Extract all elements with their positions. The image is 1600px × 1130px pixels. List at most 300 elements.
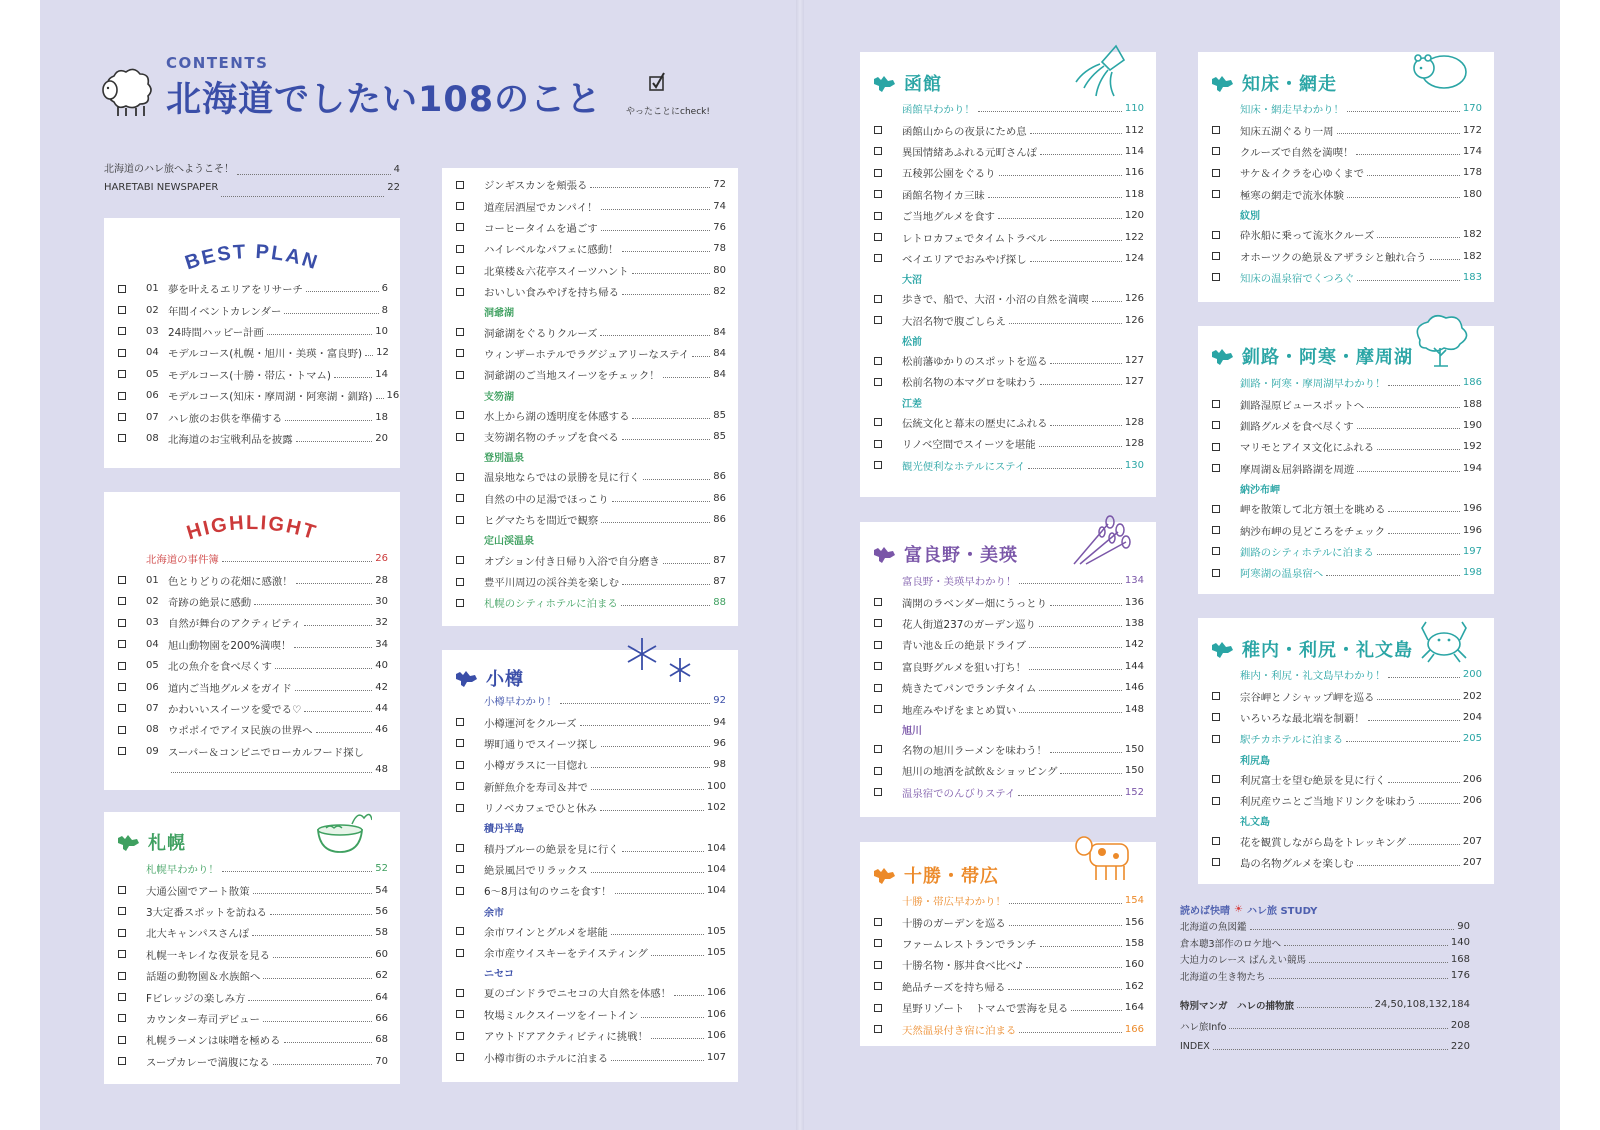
- entry-title: 絶品チーズを持ち帰る: [902, 981, 1006, 994]
- entry-checkbox[interactable]: [874, 641, 882, 649]
- entry-title: 小樽ガラスに一目惚れ: [484, 760, 588, 773]
- entry-checkbox[interactable]: [118, 993, 126, 1001]
- entry-checkbox[interactable]: [118, 285, 126, 293]
- entry-checkbox[interactable]: [456, 1053, 464, 1061]
- subsection-heading: [872, 269, 1144, 288]
- entry-title: 北海道の事件簿: [146, 554, 219, 567]
- entry-checkbox[interactable]: [456, 266, 464, 274]
- entry-title: 牧場ミルクスイーツをイートイン: [484, 1009, 639, 1022]
- section-title: 稚内・利尻・礼文島: [1242, 640, 1413, 661]
- toc-row: [454, 859, 726, 880]
- entry-checkbox[interactable]: [874, 788, 882, 796]
- entry-page: 126: [1124, 293, 1144, 305]
- entry-checkbox[interactable]: [874, 918, 882, 926]
- entry-checkbox[interactable]: [456, 865, 464, 873]
- entry-checkbox[interactable]: [118, 683, 126, 691]
- entry-checkbox[interactable]: [874, 705, 882, 713]
- toc-row: [116, 655, 388, 676]
- entry-checkbox[interactable]: [874, 662, 882, 670]
- entry-title: 江差: [902, 398, 922, 410]
- hokkaido-map-icon: [872, 544, 896, 564]
- entry-checkbox[interactable]: [1212, 190, 1220, 198]
- entry-checkbox[interactable]: [1212, 147, 1220, 155]
- entry-number: 05: [146, 368, 159, 380]
- entry-checkbox[interactable]: [874, 418, 882, 426]
- entry-page: 127: [1124, 376, 1144, 388]
- leader-dots: [1357, 471, 1460, 472]
- toc-row: [872, 162, 1144, 183]
- entry-page: 128: [1124, 438, 1144, 450]
- toc-row: [872, 634, 1144, 655]
- entry-checkbox[interactable]: [118, 370, 126, 378]
- leader-dots: [273, 1064, 373, 1065]
- leader-dots: [1030, 133, 1122, 134]
- toc-row: [116, 901, 388, 922]
- entry-title: 島の名物グルメを楽しむ: [1240, 857, 1354, 870]
- entry-checkbox[interactable]: [1212, 505, 1220, 513]
- leader-dots: [611, 1060, 704, 1061]
- entry-checkbox[interactable]: [456, 181, 464, 189]
- toc-row: [454, 321, 726, 342]
- leader-dots: [622, 584, 710, 585]
- entry-page: 40: [375, 660, 388, 672]
- entry-checkbox[interactable]: [874, 961, 882, 969]
- entry-checkbox[interactable]: [1212, 735, 1220, 743]
- toc-row: [872, 933, 1144, 954]
- leader-dots: [270, 914, 372, 915]
- toc-row: [872, 205, 1144, 226]
- toc-row: [116, 569, 388, 590]
- entry-checkbox[interactable]: [874, 190, 882, 198]
- entry-checkbox[interactable]: [118, 662, 126, 670]
- entry-title: いろいろな最北端を制覇！: [1240, 712, 1365, 725]
- entry-checkbox[interactable]: [456, 202, 464, 210]
- entry-checkbox[interactable]: [1212, 837, 1220, 845]
- toc-row: [872, 954, 1144, 975]
- entry-title: 納沙布岬の見どころをチェック: [1240, 525, 1386, 538]
- entry-checkbox[interactable]: [874, 1025, 882, 1033]
- subsection-heading: [872, 331, 1144, 350]
- entry-page: 34: [375, 638, 388, 650]
- entry-page: 142: [1124, 639, 1144, 651]
- entry-number: 01: [146, 574, 159, 586]
- entry-checkbox[interactable]: [456, 371, 464, 379]
- entry-checkbox[interactable]: [456, 1032, 464, 1040]
- entry-page: 58: [375, 927, 388, 939]
- entry-page: 62: [375, 970, 388, 982]
- entry-checkbox[interactable]: [1212, 443, 1220, 451]
- toc-row: [1210, 830, 1482, 851]
- toc-row: [116, 922, 388, 943]
- entry-checkbox[interactable]: [1212, 126, 1220, 134]
- entry-checkbox[interactable]: [118, 747, 126, 755]
- toc-row: [872, 141, 1144, 162]
- toc-row: [116, 986, 388, 1007]
- entry-checkbox[interactable]: [874, 982, 882, 990]
- entry-checkbox[interactable]: [118, 1036, 126, 1044]
- entry-checkbox[interactable]: [456, 473, 464, 481]
- entry-checkbox[interactable]: [118, 327, 126, 335]
- entry-checkbox[interactable]: [118, 392, 126, 400]
- entry-title: アウトドアアクティビティに挑戦！: [484, 1031, 648, 1044]
- toc-row: [454, 797, 726, 818]
- leader-dots: [1050, 605, 1122, 606]
- entry-checkbox[interactable]: [874, 461, 882, 469]
- entry-checkbox[interactable]: [874, 767, 882, 775]
- entry-title: 自然の中の足湯でほっこり: [484, 493, 609, 506]
- leader-dots: [1368, 720, 1460, 721]
- toc-row: [454, 260, 726, 281]
- leader-dots: [621, 605, 711, 606]
- leader-dots: [253, 893, 373, 894]
- entry-checkbox[interactable]: [456, 989, 464, 997]
- entry-checkbox[interactable]: [874, 233, 882, 241]
- entry-title: 伝統文化と幕末の歴史にふれる: [902, 417, 1048, 430]
- entry-checkbox[interactable]: [874, 684, 882, 692]
- leader-dots: [296, 441, 373, 442]
- entry-checkbox[interactable]: [1212, 692, 1220, 700]
- toc-row: [1210, 852, 1482, 873]
- entry-number: 07: [146, 411, 159, 423]
- entry-title: 大通公園でアート散策: [146, 885, 250, 898]
- entry-checkbox[interactable]: [456, 288, 464, 296]
- entry-page: 144: [1124, 660, 1144, 672]
- entry-checkbox[interactable]: [1212, 169, 1220, 177]
- toc-row: [872, 591, 1144, 612]
- leader-dots: [999, 175, 1122, 176]
- entry-checkbox[interactable]: [118, 306, 126, 314]
- toc-row: [1210, 184, 1482, 205]
- toc-row: [454, 754, 726, 775]
- entry-title: 大沼名物で腹ごしらえ: [902, 315, 1006, 328]
- entry-checkbox[interactable]: [1212, 421, 1220, 429]
- section-title: 小樽: [486, 669, 524, 690]
- toc-row: [116, 364, 388, 385]
- entry-checkbox[interactable]: [118, 726, 126, 734]
- entry-title: スープカレーで満腹になる: [146, 1056, 270, 1069]
- entry-checkbox[interactable]: [456, 349, 464, 357]
- leader-dots: [1357, 280, 1460, 281]
- back-matter-entry: [1180, 1036, 1470, 1057]
- leader-dots: [252, 935, 372, 936]
- entry-checkbox[interactable]: [456, 578, 464, 586]
- leader-dots: [1309, 962, 1448, 963]
- leader-dots: [643, 479, 711, 480]
- entry-checkbox[interactable]: [874, 212, 882, 220]
- svg-text:HIGHLIGHT: HIGHLIGHT: [184, 511, 320, 545]
- entry-checkbox[interactable]: [874, 619, 882, 627]
- entry-checkbox[interactable]: [118, 619, 126, 627]
- toc-row: [1210, 141, 1482, 162]
- toc-row: [1210, 98, 1482, 119]
- entry-page: 22: [387, 182, 400, 193]
- entry-title: 利尻富士を望む絶景を見に行く: [1240, 774, 1386, 787]
- entry-title: 旭川の地酒を試飲＆ショッピング: [902, 766, 1058, 779]
- entry-checkbox[interactable]: [1212, 858, 1220, 866]
- leader-dots: [612, 501, 711, 502]
- toc-row-continued: [116, 762, 388, 778]
- entry-page: 196: [1462, 503, 1482, 515]
- leader-dots: [1092, 301, 1122, 302]
- leader-dots: [1377, 554, 1460, 555]
- entry-title: 24時間ハッピー計画: [168, 326, 264, 339]
- entry-checkbox[interactable]: [456, 927, 464, 935]
- entry-checkbox[interactable]: [456, 328, 464, 336]
- subsection-heading: [454, 902, 726, 921]
- entry-checkbox[interactable]: [456, 844, 464, 852]
- entry-checkbox[interactable]: [456, 949, 464, 957]
- leader-dots: [1357, 428, 1460, 429]
- entry-page: 96: [713, 737, 726, 749]
- leader-dots: [1388, 782, 1459, 783]
- entry-page: 130: [1124, 459, 1144, 471]
- entry-title: 洞爺湖: [484, 308, 514, 320]
- entry-page: 182: [1462, 250, 1482, 262]
- entry-checkbox[interactable]: [118, 349, 126, 357]
- toc-row: [454, 592, 726, 613]
- toc-row: [1210, 415, 1482, 436]
- leader-dots: [663, 563, 711, 564]
- entry-page: 192: [1462, 441, 1482, 453]
- entry-title: 旭山動物園を200%満喫！: [168, 639, 292, 652]
- entry-checkbox[interactable]: [1212, 526, 1220, 534]
- entry-page: 4: [393, 164, 400, 175]
- entry-page: 42: [375, 681, 388, 693]
- entry-page: 84: [713, 326, 726, 338]
- entry-page: 220: [1450, 1041, 1470, 1052]
- entry-checkbox[interactable]: [118, 972, 126, 980]
- entry-checkbox[interactable]: [118, 907, 126, 915]
- leader-dots: [1337, 133, 1460, 134]
- entry-page: 104: [706, 885, 726, 897]
- entry-checkbox[interactable]: [456, 804, 464, 812]
- leader-dots: [304, 711, 372, 712]
- entry-title: リノベカフェでひと休み: [484, 803, 597, 816]
- leader-dots: [1029, 647, 1122, 648]
- otaru-card: [442, 650, 738, 1082]
- toc-row: [1210, 541, 1482, 562]
- toc-row: [1210, 224, 1482, 245]
- entry-title: 北の魚介を食べ尽くす: [168, 661, 272, 674]
- leader-dots: [1019, 583, 1122, 584]
- entry-checkbox[interactable]: [118, 434, 126, 442]
- entry-checkbox[interactable]: [874, 126, 882, 134]
- leader-dots: [376, 398, 384, 399]
- toc-row: [116, 698, 388, 719]
- leader-dots: [248, 1000, 372, 1001]
- toc-row: [116, 1008, 388, 1029]
- entry-checkbox[interactable]: [874, 1004, 882, 1012]
- leader-dots: [1357, 865, 1460, 866]
- entry-checkbox[interactable]: [456, 887, 464, 895]
- entry-checkbox[interactable]: [118, 1057, 126, 1065]
- lavender-icon: [1068, 512, 1132, 568]
- entry-page: 100: [706, 780, 726, 792]
- entry-checkbox[interactable]: [456, 599, 464, 607]
- toc-row: [1210, 458, 1482, 479]
- toc-row: [116, 591, 388, 612]
- leader-dots: [1030, 261, 1122, 262]
- entry-title: 水上から湖の透明度を体感する: [484, 410, 630, 423]
- leader-dots: [663, 377, 711, 378]
- entry-checkbox[interactable]: [874, 745, 882, 753]
- entry-checkbox[interactable]: [118, 640, 126, 648]
- entry-checkbox[interactable]: [118, 886, 126, 894]
- entry-title: 函館名物イカ三昧: [902, 189, 985, 202]
- entry-page: 87: [713, 554, 726, 566]
- entry-checkbox[interactable]: [118, 1014, 126, 1022]
- entry-title: 宗谷岬とノシャップ岬を巡る: [1240, 691, 1375, 704]
- entry-checkbox[interactable]: [456, 739, 464, 747]
- toc-row: [454, 776, 726, 797]
- leader-dots: [221, 196, 384, 197]
- entry-checkbox[interactable]: [456, 245, 464, 253]
- entry-checkbox[interactable]: [456, 433, 464, 441]
- entry-checkbox[interactable]: [456, 494, 464, 502]
- entry-checkbox[interactable]: [1212, 797, 1220, 805]
- contents-label: CONTENTS: [166, 54, 269, 72]
- entry-title: 名物の旭川ラーメンを味わう！: [902, 744, 1047, 757]
- leader-dots: [1040, 154, 1122, 155]
- entry-page: 84: [713, 347, 726, 359]
- toc-row: [872, 677, 1144, 698]
- entry-page: 182: [1462, 229, 1482, 241]
- entry-page: 82: [713, 286, 726, 298]
- toc-row: [872, 310, 1144, 331]
- entry-checkbox[interactable]: [874, 357, 882, 365]
- entry-checkbox[interactable]: [1212, 775, 1220, 783]
- leader-dots: [1039, 626, 1122, 627]
- entry-checkbox[interactable]: [456, 411, 464, 419]
- toc-row: [454, 238, 726, 259]
- leader-dots: [590, 187, 710, 188]
- entry-page: 207: [1462, 835, 1482, 847]
- entry-title: ご当地グルメを食す: [902, 211, 995, 224]
- entry-page: 76: [713, 221, 726, 233]
- hokkaido-map-icon: [1210, 346, 1234, 366]
- leader-dots: [1430, 259, 1460, 260]
- leader-dots: [1018, 795, 1122, 796]
- entry-checkbox[interactable]: [1212, 547, 1220, 555]
- entry-checkbox[interactable]: [118, 576, 126, 584]
- toc-row: [1210, 728, 1482, 749]
- leader-dots: [1040, 384, 1122, 385]
- toc-row: [454, 942, 726, 963]
- entry-title: 豊平川周辺の渓谷美を楽しむ: [484, 577, 620, 590]
- leader-dots: [1346, 741, 1460, 742]
- entry-title: ハレ旅のお供を準備する: [168, 412, 283, 425]
- toc-row: [872, 760, 1144, 781]
- entry-checkbox[interactable]: [874, 254, 882, 262]
- entry-title: 阿寒湖の温泉宿へ: [1240, 568, 1324, 581]
- page-title: 北海道でしたい108のこと: [166, 80, 603, 120]
- toc-row: [1210, 245, 1482, 266]
- entry-page: 56: [375, 905, 388, 917]
- entry-number: 04: [146, 638, 159, 650]
- entry-checkbox[interactable]: [874, 295, 882, 303]
- entry-checkbox[interactable]: [456, 516, 464, 524]
- entry-checkbox[interactable]: [874, 440, 882, 448]
- entry-page: 112: [1124, 124, 1144, 136]
- leader-dots: [1039, 446, 1122, 447]
- leader-dots: [1297, 1007, 1372, 1008]
- entry-page: 10: [375, 325, 388, 337]
- entry-checkbox[interactable]: [1212, 713, 1220, 721]
- entry-checkbox[interactable]: [456, 1010, 464, 1018]
- toc-row: [454, 466, 726, 487]
- entry-checkbox[interactable]: [456, 761, 464, 769]
- entry-title: Fビレッジの楽しみ方: [146, 992, 246, 1005]
- entry-page: 200: [1462, 669, 1482, 681]
- entry-title: 岬を散策して北方領土を眺める: [1240, 504, 1386, 517]
- leader-dots: [1347, 197, 1460, 198]
- entry-checkbox[interactable]: [118, 704, 126, 712]
- entry-title: 道産居酒屋でカンパイ！: [484, 201, 598, 214]
- entry-title: 十勝のガーデンを巡る: [902, 917, 1006, 930]
- entry-checkbox[interactable]: [118, 929, 126, 937]
- entry-checkbox[interactable]: [1212, 464, 1220, 472]
- entry-checkbox[interactable]: [456, 556, 464, 564]
- entry-checkbox[interactable]: [874, 939, 882, 947]
- toc-row: [454, 174, 726, 195]
- entry-checkbox[interactable]: [1212, 273, 1220, 281]
- entry-page: 138: [1124, 617, 1144, 629]
- best-plan-banner: [162, 226, 342, 280]
- entry-page: 86: [713, 492, 726, 504]
- entry-checkbox[interactable]: [874, 147, 882, 155]
- entry-checkbox[interactable]: [874, 169, 882, 177]
- entry-checkbox[interactable]: [118, 413, 126, 421]
- entry-title: サケ＆イクラを心ゆくまで: [1240, 168, 1365, 181]
- subsection-heading: [872, 393, 1144, 412]
- entry-number: 03: [146, 325, 159, 337]
- toc-row: [872, 911, 1144, 932]
- entry-page: 110: [1124, 103, 1144, 115]
- entry-title: マリモとアイヌ文化にふれる: [1240, 442, 1375, 455]
- entry-checkbox[interactable]: [1212, 252, 1220, 260]
- entry-title: 十勝・帯広早わかり！: [902, 896, 1006, 909]
- entry-checkbox[interactable]: [874, 316, 882, 324]
- leader-dots: [296, 583, 373, 584]
- entry-checkbox[interactable]: [874, 598, 882, 606]
- toc-row: [454, 426, 726, 447]
- entry-checkbox[interactable]: [1212, 569, 1220, 577]
- toc-row: [454, 549, 726, 570]
- entry-checkbox[interactable]: [456, 223, 464, 231]
- intro-entry: [104, 160, 400, 182]
- entry-checkbox[interactable]: [1212, 400, 1220, 408]
- leader-dots: [1028, 468, 1122, 469]
- entry-checkbox[interactable]: [118, 597, 126, 605]
- entry-page: 205: [1462, 733, 1482, 745]
- leader-dots: [622, 251, 711, 252]
- toc-row: [116, 548, 388, 569]
- toc-row: [116, 1051, 388, 1072]
- entry-checkbox[interactable]: [456, 782, 464, 790]
- toc-row: [454, 1004, 726, 1025]
- entry-checkbox[interactable]: [874, 378, 882, 386]
- entry-title: 釧路のシティホテルに泊まる: [1240, 546, 1374, 559]
- leader-dots: [580, 725, 711, 726]
- entry-checkbox[interactable]: [118, 950, 126, 958]
- entry-title: おいしい食みやげを持ち帰る: [484, 287, 620, 300]
- toc-row: [872, 248, 1144, 269]
- entry-page: 178: [1462, 167, 1482, 179]
- entry-checkbox[interactable]: [1212, 231, 1220, 239]
- entry-title: 利尻産ウニとご当地ドリンクを味わう: [1240, 796, 1417, 809]
- entry-page: 107: [706, 1051, 726, 1063]
- entry-checkbox[interactable]: [456, 718, 464, 726]
